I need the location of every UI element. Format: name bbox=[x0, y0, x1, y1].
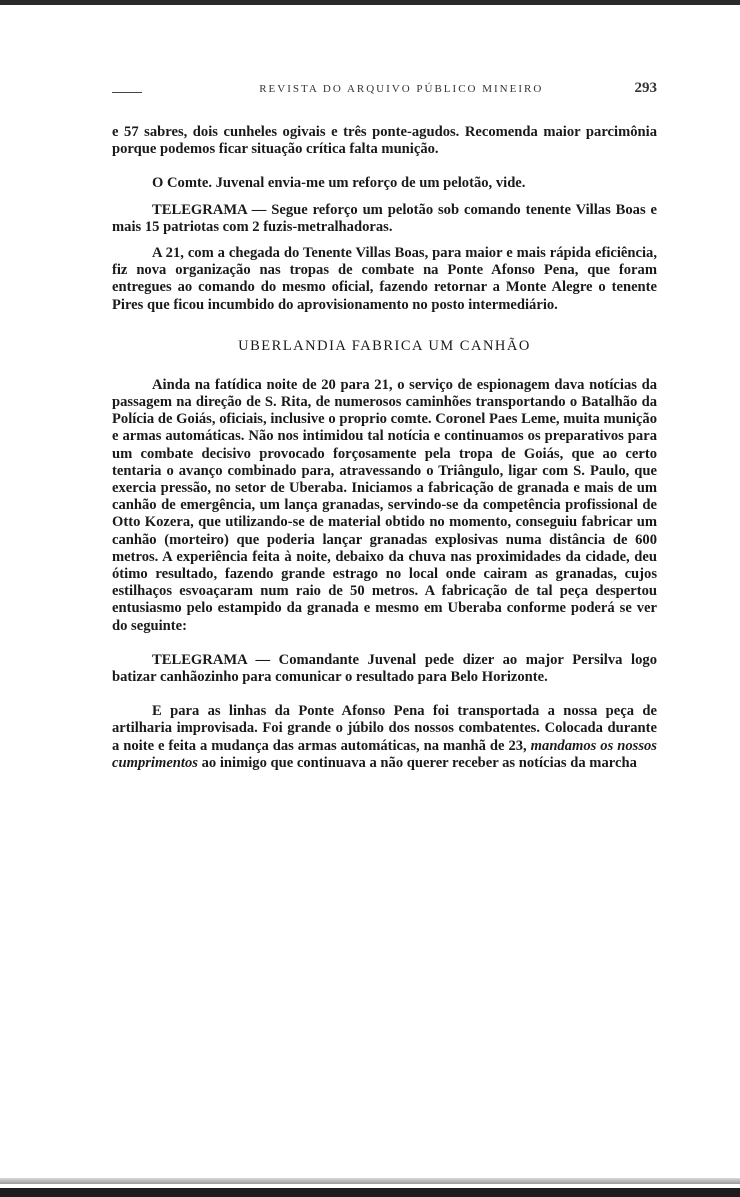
page-number: 293 bbox=[634, 80, 657, 96]
paragraph-artillery bbox=[112, 703, 657, 772]
running-title: REVISTA DO ARQUIVO PÚBLICO MINEIRO bbox=[259, 83, 544, 95]
paragraph-espionage: Ainda na fatídica noite de 20 para 21, o serviço de espionagem dava notícias da passagem na direção de S. Rita, de numerosos caminhões transportando o Batalhão da Polícia de Goiás, oficiais, inclusive o proprio comte. Coronel Paes Leme, muita munição e armas automáticas. Não nos intimidou tal notícia e continuamos os preparativos para um combate decisivo provocado forçosamente pela tropa de Goiás, que ao certo tentaria o avanço combinado para, atravessando o Triângulo, ligar com S. Paulo, que exercia pressão, no setor de Uberaba. Iniciamos a fabricação de granada e mais de um canhão de emergência, um lança granadas, servindo-se da competência profissional de Otto Kozera, que utilizando-se de material obtido no momento, conseguiu fabricar um canhão (morteiro) que poderia lançar granadas explosivas numa distância de 600 metros. A experiência feita à noite, debaixo da chuva nas proximidades da cidade, deu ótimo resultado, fazendo grande estrago no local onde cairam as granadas, cujos estilhaços esvoaçaram num raio de 50 metros. A fabricação de tal peça despertou entusiasmo pelo estampido da granada e mesmo em Uberaba conforme poderá se ver do seguinte: bbox=[112, 376, 657, 634]
page-header bbox=[112, 80, 657, 104]
paragraph-continuation: e 57 sabres, dois cunheles ogivais e três ponte-agudos. Recomenda maior parcimônia porque podemos ficar situação crítica falta munição. bbox=[112, 124, 657, 158]
header-rule bbox=[112, 92, 142, 93]
top-scan-edge bbox=[0, 0, 740, 5]
bottom-scan-border bbox=[0, 1188, 740, 1197]
paragraph-telegram-1: TELEGRAMA — Segue reforço um pelotão sob comando tenente Villas Boas e mais 15 patriotas com 2 fuzis-metralhadoras. bbox=[112, 201, 657, 235]
bottom-scan-edge bbox=[0, 1178, 740, 1184]
paragraph-reinforcement: O Comte. Juvenal envia-me um reforço de um pelotão, vide. bbox=[152, 175, 526, 192]
paragraph-telegram-2: TELEGRAMA — Comandante Juvenal pede dizer ao major Persilva logo batizar canhãozinho para comunicar o resultado para Belo Horizonte. bbox=[112, 651, 657, 686]
paragraph-reorganization: A 21, com a chegada do Tenente Villas Boas, para maior e mais rápida eficiência, fiz nova organização nas tropas de combate na Ponte Afonso Pena, que foram entregues ao comando do mesmo oficial, fazendo retornar a Monte Alegre o tenente Pires que ficou incumbido do aprovisionamento no posto intermediário. bbox=[112, 245, 657, 313]
artillery-italic-text: mandamos os nossos cumprimentos bbox=[112, 737, 657, 771]
document-page bbox=[112, 80, 657, 772]
section-title: UBERLANDIA FABRICA UM CANHÃO bbox=[238, 337, 531, 354]
artillery-text-start: E para as linhas da Ponte Afonso Pena foi transportada a nossa peça de artilharia improvisada. Foi grande o júbilo dos nossos combatentes. Colocada durante a noite e feita a mudança das armas automáticas, na manhã de 23, bbox=[112, 703, 657, 754]
artillery-text-end: ao inimigo que continuava a não querer receber as notícias da marcha bbox=[201, 754, 637, 771]
